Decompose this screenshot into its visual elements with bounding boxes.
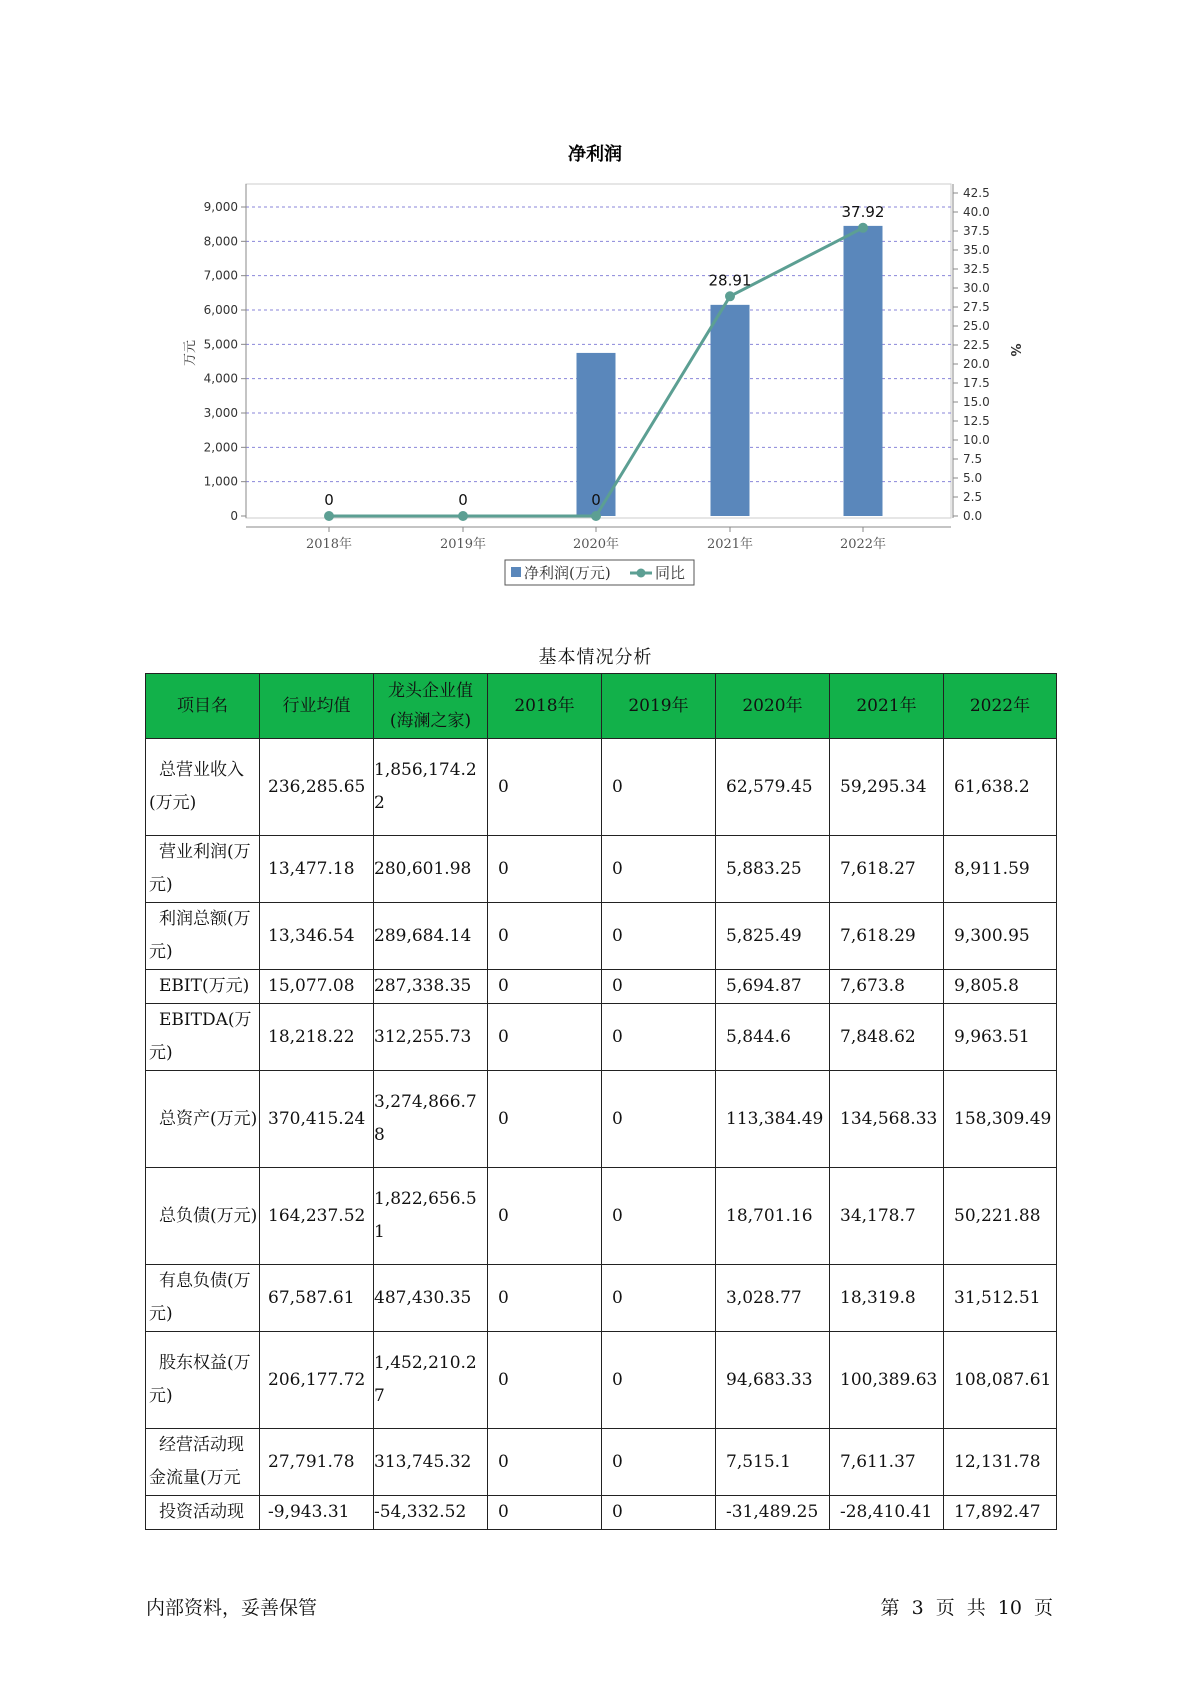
row-label-cell: 总负债(万元) — [146, 1168, 260, 1265]
value-cell: 17,892.47 — [944, 1496, 1057, 1530]
table-row — [146, 1004, 1057, 1071]
value-cell: 50,221.88 — [944, 1168, 1057, 1265]
value-cell: 18,319.8 — [830, 1265, 944, 1332]
left-tick-label: 9,000 — [203, 200, 238, 214]
footer-page-number: 第 3 页 共 10 页 — [880, 1597, 1053, 1619]
right-tick-label: 17.5 — [963, 376, 990, 390]
value-cell: 370,415.24 — [260, 1071, 374, 1168]
left-tick-label: 2,000 — [203, 440, 238, 455]
table-row — [146, 970, 1057, 1004]
x-tick-label: 2018年 — [305, 537, 353, 552]
value-cell: 0 — [488, 1332, 602, 1429]
value-cell: 0 — [488, 1496, 602, 1530]
value-cell: 0 — [488, 1004, 602, 1071]
value-cell: 7,673.8 — [830, 970, 944, 1004]
value-cell: 0 — [602, 1496, 716, 1530]
row-label-cell: 总营业收入(万元) — [146, 739, 260, 836]
table-row — [146, 1168, 1057, 1265]
x-tick-label: 2019年 — [439, 537, 487, 552]
value-cell: 287,338.35 — [374, 970, 488, 1004]
x-tick-label: 2022年 — [839, 537, 887, 552]
yoy-data-label: 28.91 — [708, 271, 752, 290]
value-cell: 0 — [602, 1332, 716, 1429]
value-cell: 313,745.32 — [374, 1429, 488, 1496]
value-cell: -28,410.41 — [830, 1496, 944, 1530]
table-row — [146, 903, 1057, 970]
value-cell: 0 — [602, 1071, 716, 1168]
value-cell: 13,477.18 — [260, 836, 374, 903]
right-tick-label: 15.0 — [963, 395, 990, 409]
row-label-cell: 利润总额(万元) — [146, 903, 260, 970]
value-cell: 0 — [602, 903, 716, 970]
row-label-cell: 股东权益(万元) — [146, 1332, 260, 1429]
value-cell: 62,579.45 — [716, 739, 830, 836]
right-tick-label: 35.0 — [963, 243, 990, 257]
value-cell: 236,285.65 — [260, 739, 374, 836]
bar-net-profit — [844, 226, 883, 516]
left-axis-title: 万元 — [183, 339, 198, 367]
net-profit-chart — [0, 0, 1191, 600]
value-cell: 7,848.62 — [830, 1004, 944, 1071]
yoy-point — [858, 223, 868, 233]
right-tick-label: 37.5 — [963, 224, 990, 238]
value-cell: 61,638.2 — [944, 739, 1057, 836]
value-cell: -31,489.25 — [716, 1496, 830, 1530]
value-cell: 27,791.78 — [260, 1429, 374, 1496]
value-cell: 67,587.61 — [260, 1265, 374, 1332]
right-tick-label: 42.5 — [963, 186, 990, 200]
right-tick-label: 2.5 — [963, 490, 983, 504]
right-tick-label: 32.5 — [963, 262, 990, 276]
value-cell: 0 — [602, 836, 716, 903]
right-tick-label: 40.0 — [963, 205, 990, 219]
value-cell: 1,856,174.22 — [374, 739, 488, 836]
table-row — [146, 1071, 1057, 1168]
row-label-cell: EBITDA(万元) — [146, 1004, 260, 1071]
value-cell: 0 — [488, 1168, 602, 1265]
value-cell: 0 — [488, 903, 602, 970]
value-cell: 312,255.73 — [374, 1004, 488, 1071]
right-tick-label: 27.5 — [963, 300, 990, 314]
yoy-data-label: 0 — [591, 491, 601, 509]
table-row — [146, 1265, 1057, 1332]
value-cell: 7,618.29 — [830, 903, 944, 970]
value-cell: -9,943.31 — [260, 1496, 374, 1530]
value-cell: 3,274,866.78 — [374, 1071, 488, 1168]
left-tick-label: 7,000 — [203, 268, 238, 283]
value-cell: 3,028.77 — [716, 1265, 830, 1332]
header-cell: 2022年 — [944, 674, 1057, 739]
table-row — [146, 739, 1057, 836]
legend-line-marker — [637, 569, 646, 578]
right-tick-label: 12.5 — [963, 414, 990, 428]
value-cell: 487,430.35 — [374, 1265, 488, 1332]
left-tick-label: 3,000 — [203, 406, 238, 420]
right-tick-label: 10.0 — [963, 433, 990, 447]
yoy-data-label: 0 — [458, 491, 468, 509]
value-cell: 1,822,656.51 — [374, 1168, 488, 1265]
right-tick-label: 30.0 — [963, 281, 990, 295]
left-tick-label: 5,000 — [203, 337, 238, 352]
right-tick-label: 25.0 — [963, 319, 990, 333]
yoy-data-label: 37.92 — [841, 202, 885, 221]
value-cell: 0 — [602, 1265, 716, 1332]
value-cell: 134,568.33 — [830, 1071, 944, 1168]
header-cell: 2021年 — [830, 674, 944, 739]
value-cell: 0 — [602, 739, 716, 836]
value-cell: 9,963.51 — [944, 1004, 1057, 1071]
value-cell: 280,601.98 — [374, 836, 488, 903]
table-row — [146, 1496, 1057, 1530]
row-label-cell: 投资活动现 — [146, 1496, 260, 1530]
right-tick-label: 5.0 — [963, 471, 983, 485]
header-cell: 2019年 — [602, 674, 716, 739]
right-tick-label: 7.5 — [963, 452, 983, 466]
yoy-point — [725, 291, 735, 301]
value-cell: 7,618.27 — [830, 836, 944, 903]
bar-net-profit — [711, 305, 750, 516]
left-tick-label: 6,000 — [203, 303, 238, 317]
header-cell: 2018年 — [488, 674, 602, 739]
value-cell: 8,911.59 — [944, 836, 1057, 903]
yoy-point — [458, 511, 468, 521]
value-cell: 0 — [602, 1168, 716, 1265]
value-cell: 18,218.22 — [260, 1004, 374, 1071]
value-cell: 100,389.63 — [830, 1332, 944, 1429]
value-cell: 0 — [602, 970, 716, 1004]
yoy-point — [591, 511, 601, 521]
left-tick-label: 8,000 — [203, 234, 238, 249]
header-cell: 行业均值 — [260, 674, 374, 739]
value-cell: 15,077.08 — [260, 970, 374, 1004]
value-cell: 206,177.72 — [260, 1332, 374, 1429]
right-tick-label: 20.0 — [963, 357, 990, 371]
value-cell: 0 — [488, 836, 602, 903]
value-cell: 289,684.14 — [374, 903, 488, 970]
basic-analysis-table — [145, 673, 1057, 1530]
table-row — [146, 1429, 1057, 1496]
value-cell: 9,300.95 — [944, 903, 1057, 970]
value-cell: 0 — [488, 1071, 602, 1168]
table-row — [146, 1332, 1057, 1429]
value-cell: 113,384.49 — [716, 1071, 830, 1168]
value-cell: 5,825.49 — [716, 903, 830, 970]
value-cell: 164,237.52 — [260, 1168, 374, 1265]
table-row — [146, 836, 1057, 903]
left-tick-label: 1,000 — [203, 474, 238, 489]
x-tick-label: 2021年 — [706, 537, 754, 552]
value-cell: 31,512.51 — [944, 1265, 1057, 1332]
value-cell: 34,178.7 — [830, 1168, 944, 1265]
row-label-cell: 经营活动现金流量(万元 — [146, 1429, 260, 1496]
row-label-cell: 营业利润(万元) — [146, 836, 260, 903]
right-tick-label: 22.5 — [963, 338, 990, 352]
value-cell: 5,883.25 — [716, 836, 830, 903]
value-cell: -54,332.52 — [374, 1496, 488, 1530]
value-cell: 0 — [488, 739, 602, 836]
legend-line-label: 同比 — [655, 564, 686, 582]
value-cell: 5,844.6 — [716, 1004, 830, 1071]
value-cell: 7,611.37 — [830, 1429, 944, 1496]
table-header-row — [146, 674, 1057, 739]
value-cell: 108,087.61 — [944, 1332, 1057, 1429]
table-title: 基本情况分析 — [538, 647, 653, 668]
footer-confidential-note: 内部资料，妥善保管 — [146, 1597, 318, 1619]
value-cell: 18,701.16 — [716, 1168, 830, 1265]
x-tick-label: 2020年 — [572, 537, 620, 552]
yoy-data-label: 0 — [324, 491, 334, 509]
value-cell: 0 — [488, 1265, 602, 1332]
value-cell: 9,805.8 — [944, 970, 1057, 1004]
chart-title: 净利润 — [568, 144, 622, 165]
value-cell: 0 — [602, 1429, 716, 1496]
value-cell: 13,346.54 — [260, 903, 374, 970]
header-cell: 2020年 — [716, 674, 830, 739]
left-tick-label: 0 — [230, 509, 238, 523]
yoy-point — [324, 511, 334, 521]
right-axis-title: % — [1007, 343, 1022, 357]
right-tick-label: 0.0 — [963, 509, 983, 523]
row-label-cell: 总资产(万元) — [146, 1071, 260, 1168]
legend-bar-label: 净利润(万元) — [524, 564, 611, 582]
row-label-cell: EBIT(万元) — [146, 970, 260, 1004]
left-tick-label: 4,000 — [203, 371, 238, 386]
header-cell: 龙头企业值(海澜之家) — [374, 674, 488, 739]
value-cell: 1,452,210.27 — [374, 1332, 488, 1429]
value-cell: 94,683.33 — [716, 1332, 830, 1429]
value-cell: 5,694.87 — [716, 970, 830, 1004]
value-cell: 0 — [488, 970, 602, 1004]
value-cell: 7,515.1 — [716, 1429, 830, 1496]
row-label-cell: 有息负债(万元) — [146, 1265, 260, 1332]
header-cell: 项目名 — [146, 674, 260, 739]
value-cell: 59,295.34 — [830, 739, 944, 836]
value-cell: 0 — [602, 1004, 716, 1071]
value-cell: 0 — [488, 1429, 602, 1496]
value-cell: 158,309.49 — [944, 1071, 1057, 1168]
value-cell: 12,131.78 — [944, 1429, 1057, 1496]
legend-bar-swatch — [511, 567, 521, 577]
